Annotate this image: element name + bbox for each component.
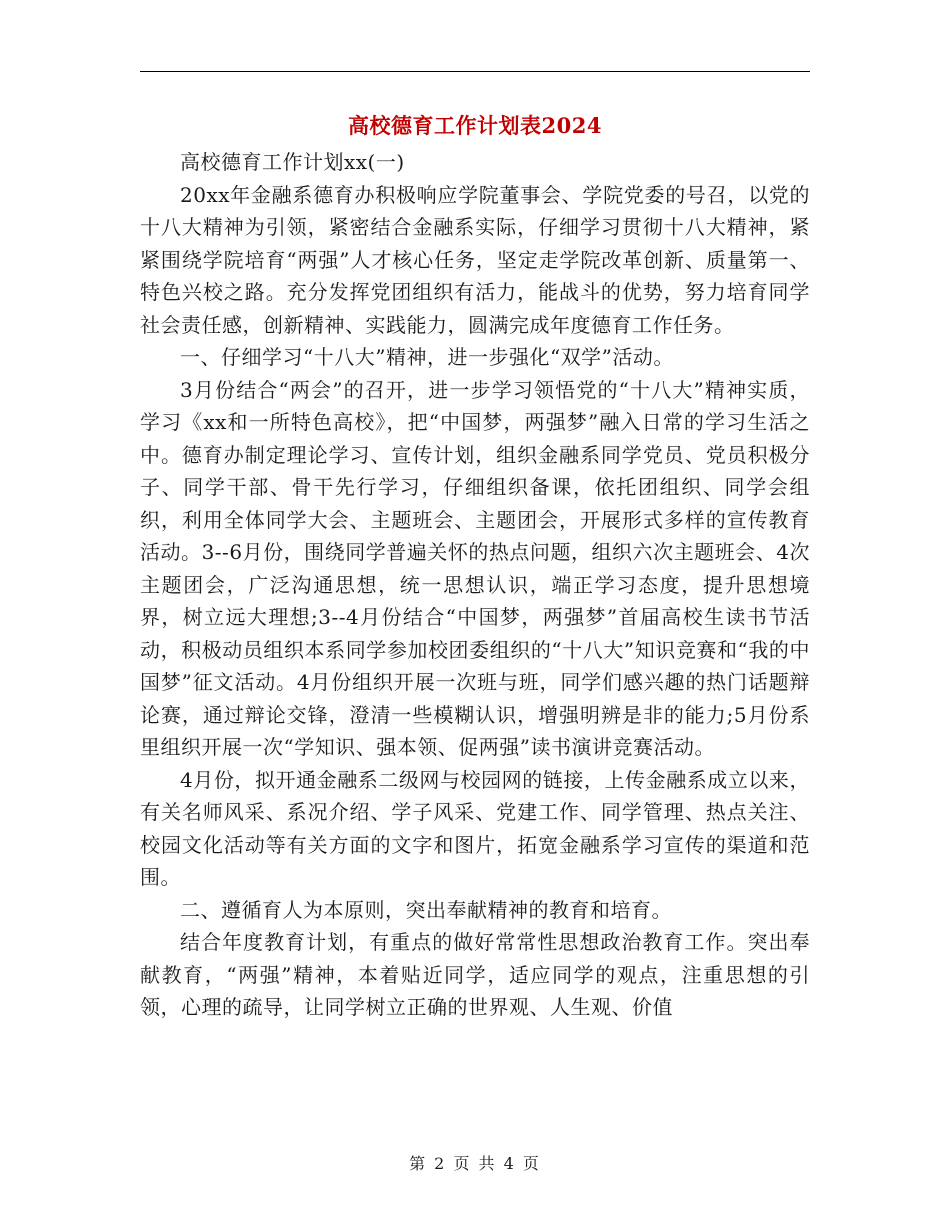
document-body bbox=[140, 146, 810, 1024]
section-heading-2: 二、遵循育人为本原则，突出奉献精神的教育和培育。 bbox=[180, 897, 672, 922]
body-paragraph: 结合年度教育计划，有重点的做好常常性思想政治教育工作。突出奉献教育，“两强”精神，本着贴近同学，适应同学的观点，注重思想的引领，心理的疏导，让同学树立正确的世界观、人生观、价值 bbox=[140, 930, 810, 1019]
body-paragraph: 4月份，拟开通金融系二级网与校园网的链接，上传金融系成立以来，有关名师风采、系况介绍、学子风采、党建工作、同学管理、热点关注、校园文化活动等有关方面的文字和图片，拓宽金融系学习宣传的渠道和范围。 bbox=[140, 767, 810, 889]
header-rule bbox=[140, 71, 810, 72]
body-paragraph: 3月份结合“两会”的召开，进一步学习领悟党的“十八大”精神实质，学习《xx和一所特色高校》，把“中国梦，两强梦”融入日常的学习生活之中。德育办制定理论学习、宣传计划，组织金融系同学党员、党员积极分子、同学干部、骨干先行学习，仔细组织备课，依托团组织、同学会组织，利用全体同学大会、主题班会、主题团会，开展形式多样的宣传教育活动。3--6月份，围绕同学普遍关怀的热点问题，组织六次主题班会、4次主题团会，广泛沟通思想，统一思想认识，端正学习态度，提升思想境界，树立远大理想;3--4月份结合“中国梦，两强梦”首届高校生读书节活动，积极动员组织本系同学参加校团委组织的“十八大”知识竞赛和“我的中国梦”征文活动。4月份组织开展一次班与班，同学们感兴趣的热门话题辩论赛，通过辩论交锋，澄清一些模糊认识，增强明辨是非的能力;5月份系里组织开展一次“学知识、强本领、促两强”读书演讲竞赛活动。 bbox=[140, 377, 810, 759]
intro-paragraph: 20xx年金融系德育办积极响应学院董事会、学院党委的号召，以党的十八大精神为引领，紧密结合金融系实际，仔细学习贯彻十八大精神，紧紧围绕学院培育“两强”人才核心任务，坚定走学院改革创新、质量第一、特色兴校之路。充分发挥党团组织有活力，能战斗的优势，努力培育同学社会责任感，创新精神、实践能力，圆满完成年度德育工作任务。 bbox=[140, 182, 810, 337]
page-number: 第 2 页 共 4 页 bbox=[409, 1154, 541, 1173]
section-heading-1: 一、仔细学习“十八大”精神，进一步强化“双学”活动。 bbox=[180, 345, 674, 369]
subtitle-paragraph: 高校德育工作计划xx(一) bbox=[180, 150, 405, 174]
document-title: 高校德育工作计划表2024 bbox=[348, 113, 602, 138]
